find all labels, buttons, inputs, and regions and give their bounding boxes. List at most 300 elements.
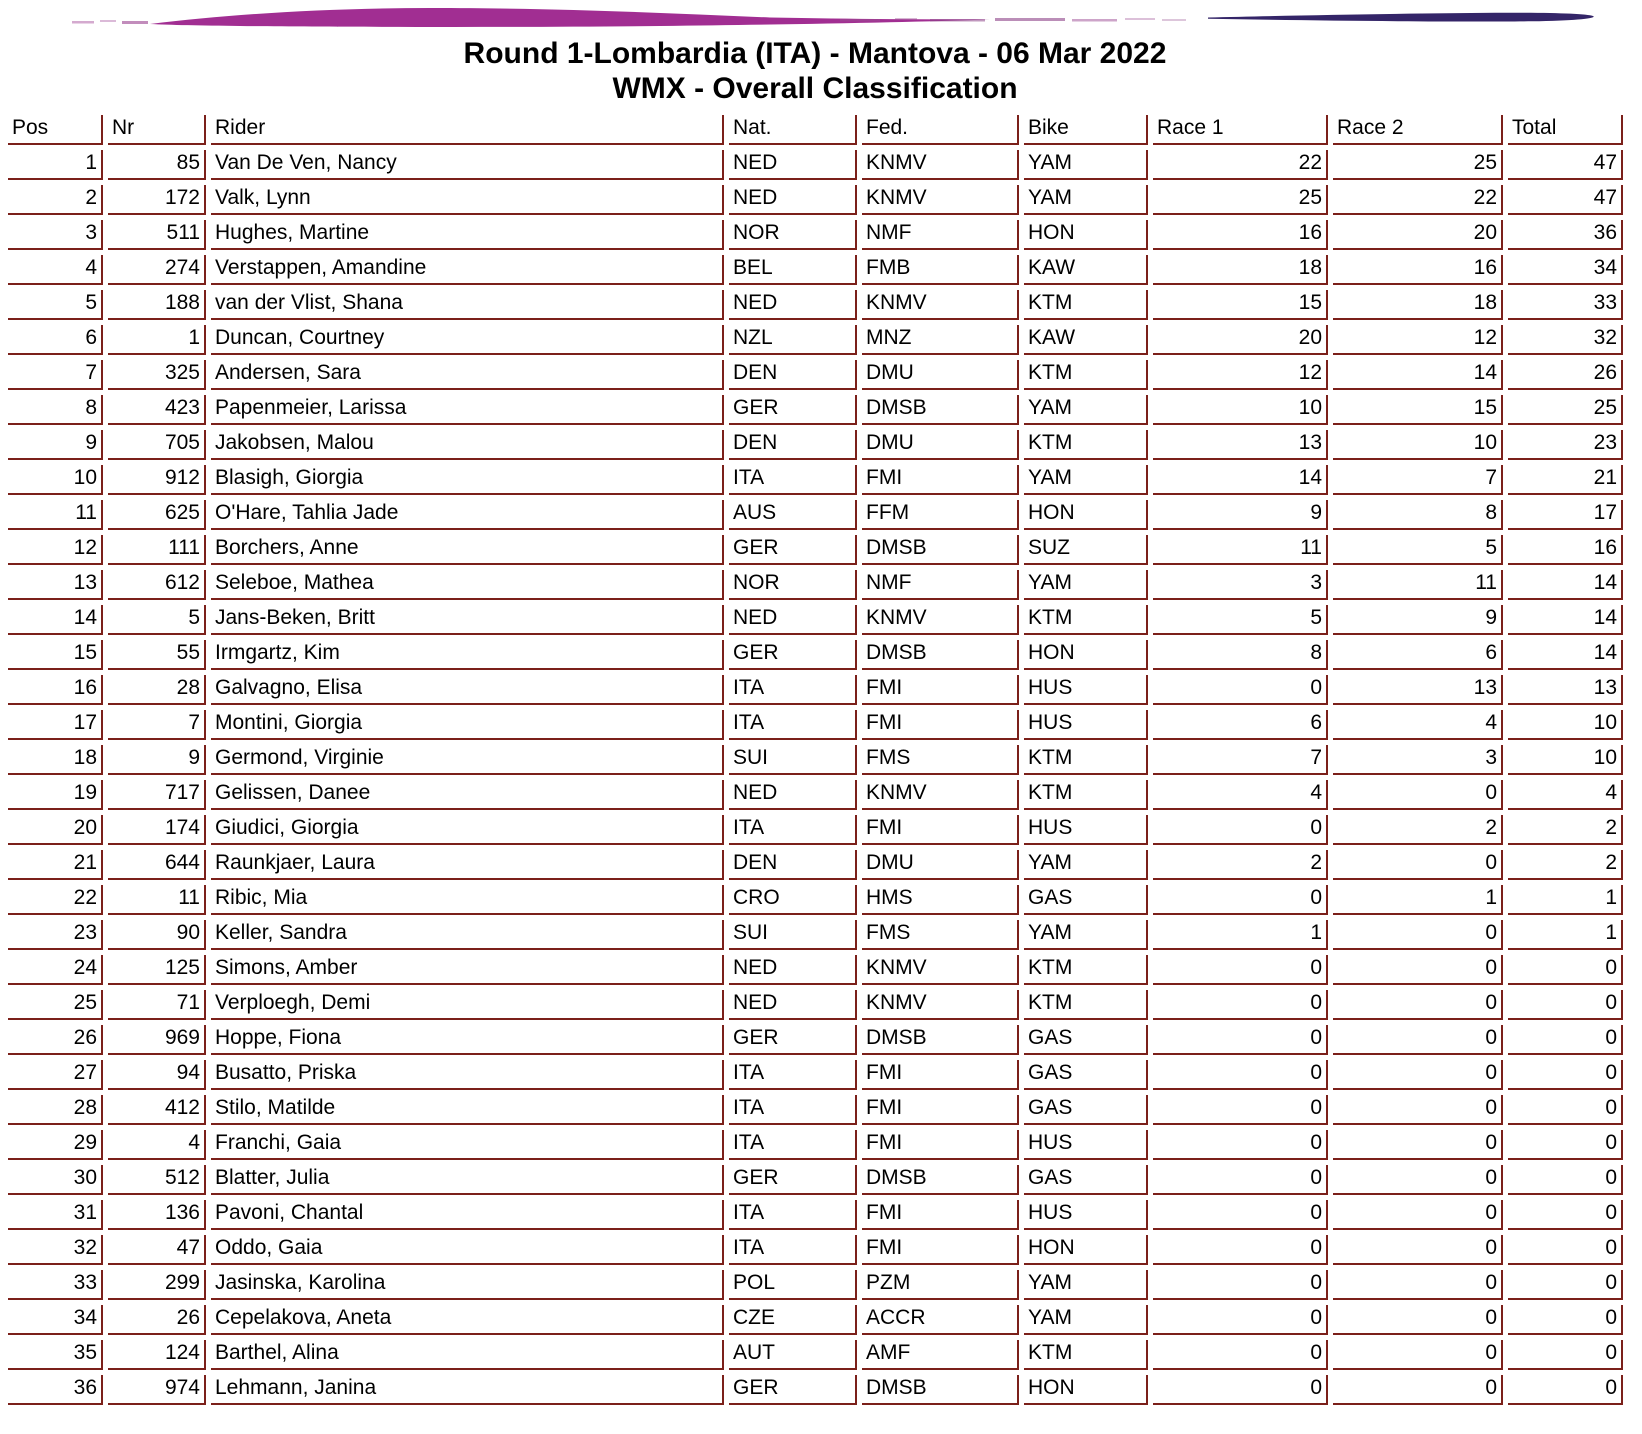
cell-nat: CRO [729,885,857,915]
cell-race1: 0 [1153,1270,1328,1300]
table-row [8,1270,1623,1300]
cell-nat: CZE [729,1305,857,1335]
cell-bike: KTM [1024,780,1148,810]
cell-nat: AUT [729,1340,857,1370]
cell-nr: 625 [108,500,206,530]
cell-race1: 0 [1153,675,1328,705]
cell-bike: SUZ [1024,535,1148,565]
cell-race1: 0 [1153,1025,1328,1055]
cell-fed: DMSB [862,1375,1019,1405]
brush-lead-in-dashes [72,20,148,24]
cell-pos: 19 [8,780,103,810]
cell-nr: 90 [108,920,206,950]
cell-rider: Pavoni, Chantal [211,1200,724,1230]
cell-fed: KNMV [862,605,1019,635]
cell-race1: 6 [1153,710,1328,740]
cell-rider: Duncan, Courtney [211,325,724,355]
cell-nat: ITA [729,1200,857,1230]
cell-pos: 29 [8,1130,103,1160]
cell-nat: ITA [729,1095,857,1125]
table-row [8,640,1623,670]
cell-race2: 8 [1333,500,1503,530]
cell-pos: 35 [8,1340,103,1370]
cell-nr: 512 [108,1165,206,1195]
cell-race1: 4 [1153,780,1328,810]
cell-nat: SUI [729,745,857,775]
cell-race1: 0 [1153,1060,1328,1090]
cell-rider: Ribic, Mia [211,885,724,915]
cell-nat: NED [729,150,857,180]
cell-fed: FMS [862,745,1019,775]
cell-race2: 15 [1333,395,1503,425]
cell-nr: 71 [108,990,206,1020]
cell-total: 33 [1508,290,1623,320]
cell-nr: 325 [108,360,206,390]
cell-nr: 644 [108,850,206,880]
cell-bike: GAS [1024,1060,1148,1090]
cell-nr: 5 [108,605,206,635]
cell-nr: 136 [108,1200,206,1230]
cell-total: 17 [1508,500,1623,530]
cell-nat: DEN [729,360,857,390]
table-row [8,1095,1623,1125]
cell-bike: YAM [1024,1270,1148,1300]
cell-pos: 1 [8,150,103,180]
cell-race1: 0 [1153,1340,1328,1370]
cell-race2: 0 [1333,1130,1503,1160]
cell-nr: 28 [108,675,206,705]
cell-rider: O'Hare, Tahlia Jade [211,500,724,530]
table-row [8,535,1623,565]
cell-race1: 0 [1153,990,1328,1020]
table-row [8,675,1623,705]
cell-bike: GAS [1024,1095,1148,1125]
cell-rider: Seleboe, Mathea [211,570,724,600]
cell-nat: ITA [729,815,857,845]
cell-pos: 21 [8,850,103,880]
cell-race1: 0 [1153,885,1328,915]
cell-race2: 3 [1333,745,1503,775]
cell-fed: FMB [862,255,1019,285]
table-row [8,1130,1623,1160]
cell-total: 0 [1508,1060,1623,1090]
cell-bike: GAS [1024,1025,1148,1055]
table-row [8,255,1623,285]
cell-fed: FMI [862,1095,1019,1125]
cell-nr: 974 [108,1375,206,1405]
table-row [8,1305,1623,1335]
cell-total: 0 [1508,1305,1623,1335]
cell-bike: YAM [1024,920,1148,950]
cell-nr: 511 [108,220,206,250]
table-row [8,955,1623,985]
cell-race1: 15 [1153,290,1328,320]
cell-race1: 0 [1153,1200,1328,1230]
table-row [8,360,1623,390]
cell-fed: DMU [862,430,1019,460]
cell-nr: 174 [108,815,206,845]
cell-nat: NZL [729,325,857,355]
cell-fed: FMI [862,1235,1019,1265]
cell-nat: BEL [729,255,857,285]
table-row [8,990,1623,1020]
cell-fed: KNMV [862,290,1019,320]
table-row [8,920,1623,950]
cell-race2: 0 [1333,850,1503,880]
table-header-row [8,115,1623,145]
cell-rider: Borchers, Anne [211,535,724,565]
cell-pos: 18 [8,745,103,775]
cell-bike: GAS [1024,885,1148,915]
cell-rider: Busatto, Priska [211,1060,724,1090]
cell-fed: KNMV [862,990,1019,1020]
table-row [8,570,1623,600]
cell-fed: KNMV [862,780,1019,810]
cell-rider: Jans-Beken, Britt [211,605,724,635]
table-row [8,1025,1623,1055]
cell-nat: NED [729,780,857,810]
cell-nat: POL [729,1270,857,1300]
cell-rider: van der Vlist, Shana [211,290,724,320]
cell-race1: 25 [1153,185,1328,215]
cell-bike: HUS [1024,1200,1148,1230]
cell-nat: DEN [729,850,857,880]
cell-total: 0 [1508,1025,1623,1055]
cell-race1: 12 [1153,360,1328,390]
cell-race2: 18 [1333,290,1503,320]
cell-pos: 5 [8,290,103,320]
cell-pos: 12 [8,535,103,565]
cell-pos: 9 [8,430,103,460]
cell-nr: 1 [108,325,206,355]
cell-race2: 13 [1333,675,1503,705]
cell-race2: 22 [1333,185,1503,215]
cell-rider: Van De Ven, Nancy [211,150,724,180]
cell-pos: 4 [8,255,103,285]
results-table-body [8,150,1623,1405]
classification-table [3,110,1628,1410]
cell-race2: 0 [1333,1375,1503,1405]
cell-nr: 7 [108,710,206,740]
cell-fed: FMI [862,1200,1019,1230]
cell-bike: HON [1024,500,1148,530]
cell-rider: Andersen, Sara [211,360,724,390]
cell-pos: 7 [8,360,103,390]
cell-race2: 9 [1333,605,1503,635]
cell-race2: 0 [1333,1340,1503,1370]
cell-pos: 34 [8,1305,103,1335]
report-header [0,36,1630,106]
col-header-pos: Pos [8,115,103,145]
cell-bike: KTM [1024,605,1148,635]
cell-fed: FMI [862,710,1019,740]
cell-pos: 23 [8,920,103,950]
cell-nat: GER [729,1165,857,1195]
cell-bike: KTM [1024,990,1148,1020]
col-header-race2: Race 2 [1333,115,1503,145]
cell-fed: DMSB [862,1165,1019,1195]
cell-nat: ITA [729,465,857,495]
cell-race2: 16 [1333,255,1503,285]
cell-nr: 11 [108,885,206,915]
cell-nr: 274 [108,255,206,285]
table-row [8,395,1623,425]
cell-nr: 47 [108,1235,206,1265]
cell-race2: 11 [1333,570,1503,600]
cell-race1: 0 [1153,1305,1328,1335]
cell-rider: Barthel, Alina [211,1340,724,1370]
cell-race1: 11 [1153,535,1328,565]
cell-race1: 5 [1153,605,1328,635]
cell-race1: 13 [1153,430,1328,460]
cell-bike: YAM [1024,465,1148,495]
cell-total: 1 [1508,920,1623,950]
cell-nr: 717 [108,780,206,810]
cell-fed: FMI [862,815,1019,845]
cell-race1: 0 [1153,1375,1328,1405]
cell-race2: 0 [1333,1200,1503,1230]
cell-nat: ITA [729,710,857,740]
cell-race2: 6 [1333,640,1503,670]
cell-rider: Irmgartz, Kim [211,640,724,670]
cell-rider: Hughes, Martine [211,220,724,250]
cell-pos: 20 [8,815,103,845]
cell-rider: Blatter, Julia [211,1165,724,1195]
cell-total: 2 [1508,850,1623,880]
cell-total: 14 [1508,605,1623,635]
cell-race1: 0 [1153,1130,1328,1160]
cell-race2: 0 [1333,1095,1503,1125]
cell-bike: YAM [1024,150,1148,180]
cell-bike: HON [1024,640,1148,670]
cell-race1: 18 [1153,255,1328,285]
cell-race1: 1 [1153,920,1328,950]
cell-race2: 0 [1333,920,1503,950]
cell-race1: 0 [1153,1095,1328,1125]
cell-nat: ITA [729,1235,857,1265]
cell-total: 0 [1508,1130,1623,1160]
cell-pos: 36 [8,1375,103,1405]
cell-rider: Cepelakova, Aneta [211,1305,724,1335]
brush-stroke-decoration [0,0,1642,32]
cell-race2: 0 [1333,955,1503,985]
cell-nat: NOR [729,570,857,600]
table-row [8,1340,1623,1370]
cell-rider: Franchi, Gaia [211,1130,724,1160]
col-header-bike: Bike [1024,115,1148,145]
table-row [8,1165,1623,1195]
cell-race2: 5 [1333,535,1503,565]
cell-race2: 10 [1333,430,1503,460]
cell-race2: 0 [1333,1270,1503,1300]
table-row [8,465,1623,495]
cell-nat: SUI [729,920,857,950]
cell-pos: 6 [8,325,103,355]
cell-nr: 124 [108,1340,206,1370]
cell-race1: 10 [1153,395,1328,425]
cell-fed: DMSB [862,395,1019,425]
cell-bike: KTM [1024,955,1148,985]
cell-rider: Verstappen, Amandine [211,255,724,285]
cell-pos: 28 [8,1095,103,1125]
table-row [8,500,1623,530]
table-row [8,745,1623,775]
cell-pos: 3 [8,220,103,250]
cell-total: 47 [1508,185,1623,215]
cell-nr: 9 [108,745,206,775]
cell-fed: DMU [862,360,1019,390]
cell-rider: Lehmann, Janina [211,1375,724,1405]
page-subtitle: WMX - Overall Classification [612,72,1018,105]
cell-fed: FMI [862,1130,1019,1160]
cell-fed: KNMV [862,955,1019,985]
cell-nat: ITA [729,1060,857,1090]
cell-bike: YAM [1024,185,1148,215]
cell-rider: Keller, Sandra [211,920,724,950]
cell-rider: Germond, Virginie [211,745,724,775]
cell-race2: 0 [1333,1165,1503,1195]
cell-total: 32 [1508,325,1623,355]
cell-fed: FMS [862,920,1019,950]
cell-nat: DEN [729,430,857,460]
col-header-fed: Fed. [862,115,1019,145]
cell-total: 0 [1508,1340,1623,1370]
cell-rider: Blasigh, Giorgia [211,465,724,495]
cell-fed: FMI [862,675,1019,705]
cell-race2: 2 [1333,815,1503,845]
cell-pos: 30 [8,1165,103,1195]
table-row [8,1060,1623,1090]
cell-race1: 7 [1153,745,1328,775]
cell-race2: 1 [1333,885,1503,915]
cell-race1: 0 [1153,815,1328,845]
col-header-race1: Race 1 [1153,115,1328,145]
cell-pos: 24 [8,955,103,985]
cell-bike: HUS [1024,815,1148,845]
cell-nat: GER [729,1025,857,1055]
cell-total: 36 [1508,220,1623,250]
table-row [8,325,1623,355]
cell-nr: 26 [108,1305,206,1335]
cell-pos: 2 [8,185,103,215]
cell-race2: 7 [1333,465,1503,495]
cell-pos: 26 [8,1025,103,1055]
cell-total: 1 [1508,885,1623,915]
cell-fed: MNZ [862,325,1019,355]
cell-nr: 4 [108,1130,206,1160]
table-row [8,605,1623,635]
cell-fed: FMI [862,465,1019,495]
cell-nr: 423 [108,395,206,425]
col-header-rider: Rider [211,115,724,145]
cell-pos: 22 [8,885,103,915]
cell-nat: GER [729,640,857,670]
cell-rider: Gelissen, Danee [211,780,724,810]
cell-pos: 17 [8,710,103,740]
table-row [8,885,1623,915]
cell-bike: YAM [1024,570,1148,600]
cell-nat: AUS [729,500,857,530]
cell-race1: 22 [1153,150,1328,180]
cell-bike: HUS [1024,710,1148,740]
cell-bike: KTM [1024,360,1148,390]
cell-pos: 15 [8,640,103,670]
table-row [8,710,1623,740]
cell-fed: DMSB [862,535,1019,565]
cell-bike: KTM [1024,1340,1148,1370]
cell-fed: HMS [862,885,1019,915]
cell-bike: HUS [1024,1130,1148,1160]
cell-nat: NED [729,605,857,635]
table-row [8,850,1623,880]
cell-fed: FMI [862,1060,1019,1090]
cell-nat: GER [729,1375,857,1405]
cell-total: 0 [1508,955,1623,985]
cell-race1: 3 [1153,570,1328,600]
cell-pos: 13 [8,570,103,600]
cell-bike: KTM [1024,290,1148,320]
cell-total: 0 [1508,1165,1623,1195]
cell-race1: 14 [1153,465,1328,495]
cell-race1: 0 [1153,1165,1328,1195]
cell-nr: 85 [108,150,206,180]
cell-nr: 55 [108,640,206,670]
cell-bike: GAS [1024,1165,1148,1195]
cell-race1: 16 [1153,220,1328,250]
cell-total: 2 [1508,815,1623,845]
cell-total: 23 [1508,430,1623,460]
cell-race2: 25 [1333,150,1503,180]
cell-nr: 111 [108,535,206,565]
cell-bike: HUS [1024,675,1148,705]
cell-bike: YAM [1024,395,1148,425]
cell-pos: 16 [8,675,103,705]
brush-magenta-stroke [150,8,990,27]
cell-nr: 412 [108,1095,206,1125]
cell-total: 14 [1508,570,1623,600]
cell-nat: NED [729,290,857,320]
cell-total: 13 [1508,675,1623,705]
table-row [8,1375,1623,1405]
cell-total: 14 [1508,640,1623,670]
cell-fed: FFM [862,500,1019,530]
col-header-nat: Nat. [729,115,857,145]
table-row [8,1200,1623,1230]
cell-pos: 27 [8,1060,103,1090]
cell-bike: KAW [1024,255,1148,285]
cell-nr: 299 [108,1270,206,1300]
cell-total: 34 [1508,255,1623,285]
cell-total: 4 [1508,780,1623,810]
cell-race1: 0 [1153,955,1328,985]
table-row [8,185,1623,215]
table-row [8,430,1623,460]
cell-bike: KTM [1024,745,1148,775]
cell-race1: 20 [1153,325,1328,355]
col-header-total: Total [1508,115,1623,145]
cell-pos: 11 [8,500,103,530]
cell-total: 10 [1508,745,1623,775]
cell-fed: NMF [862,570,1019,600]
cell-race1: 8 [1153,640,1328,670]
table-row [8,220,1623,250]
cell-total: 0 [1508,1270,1623,1300]
cell-fed: KNMV [862,150,1019,180]
cell-race2: 4 [1333,710,1503,740]
cell-rider: Oddo, Gaia [211,1235,724,1265]
cell-race1: 0 [1153,1235,1328,1265]
cell-total: 47 [1508,150,1623,180]
